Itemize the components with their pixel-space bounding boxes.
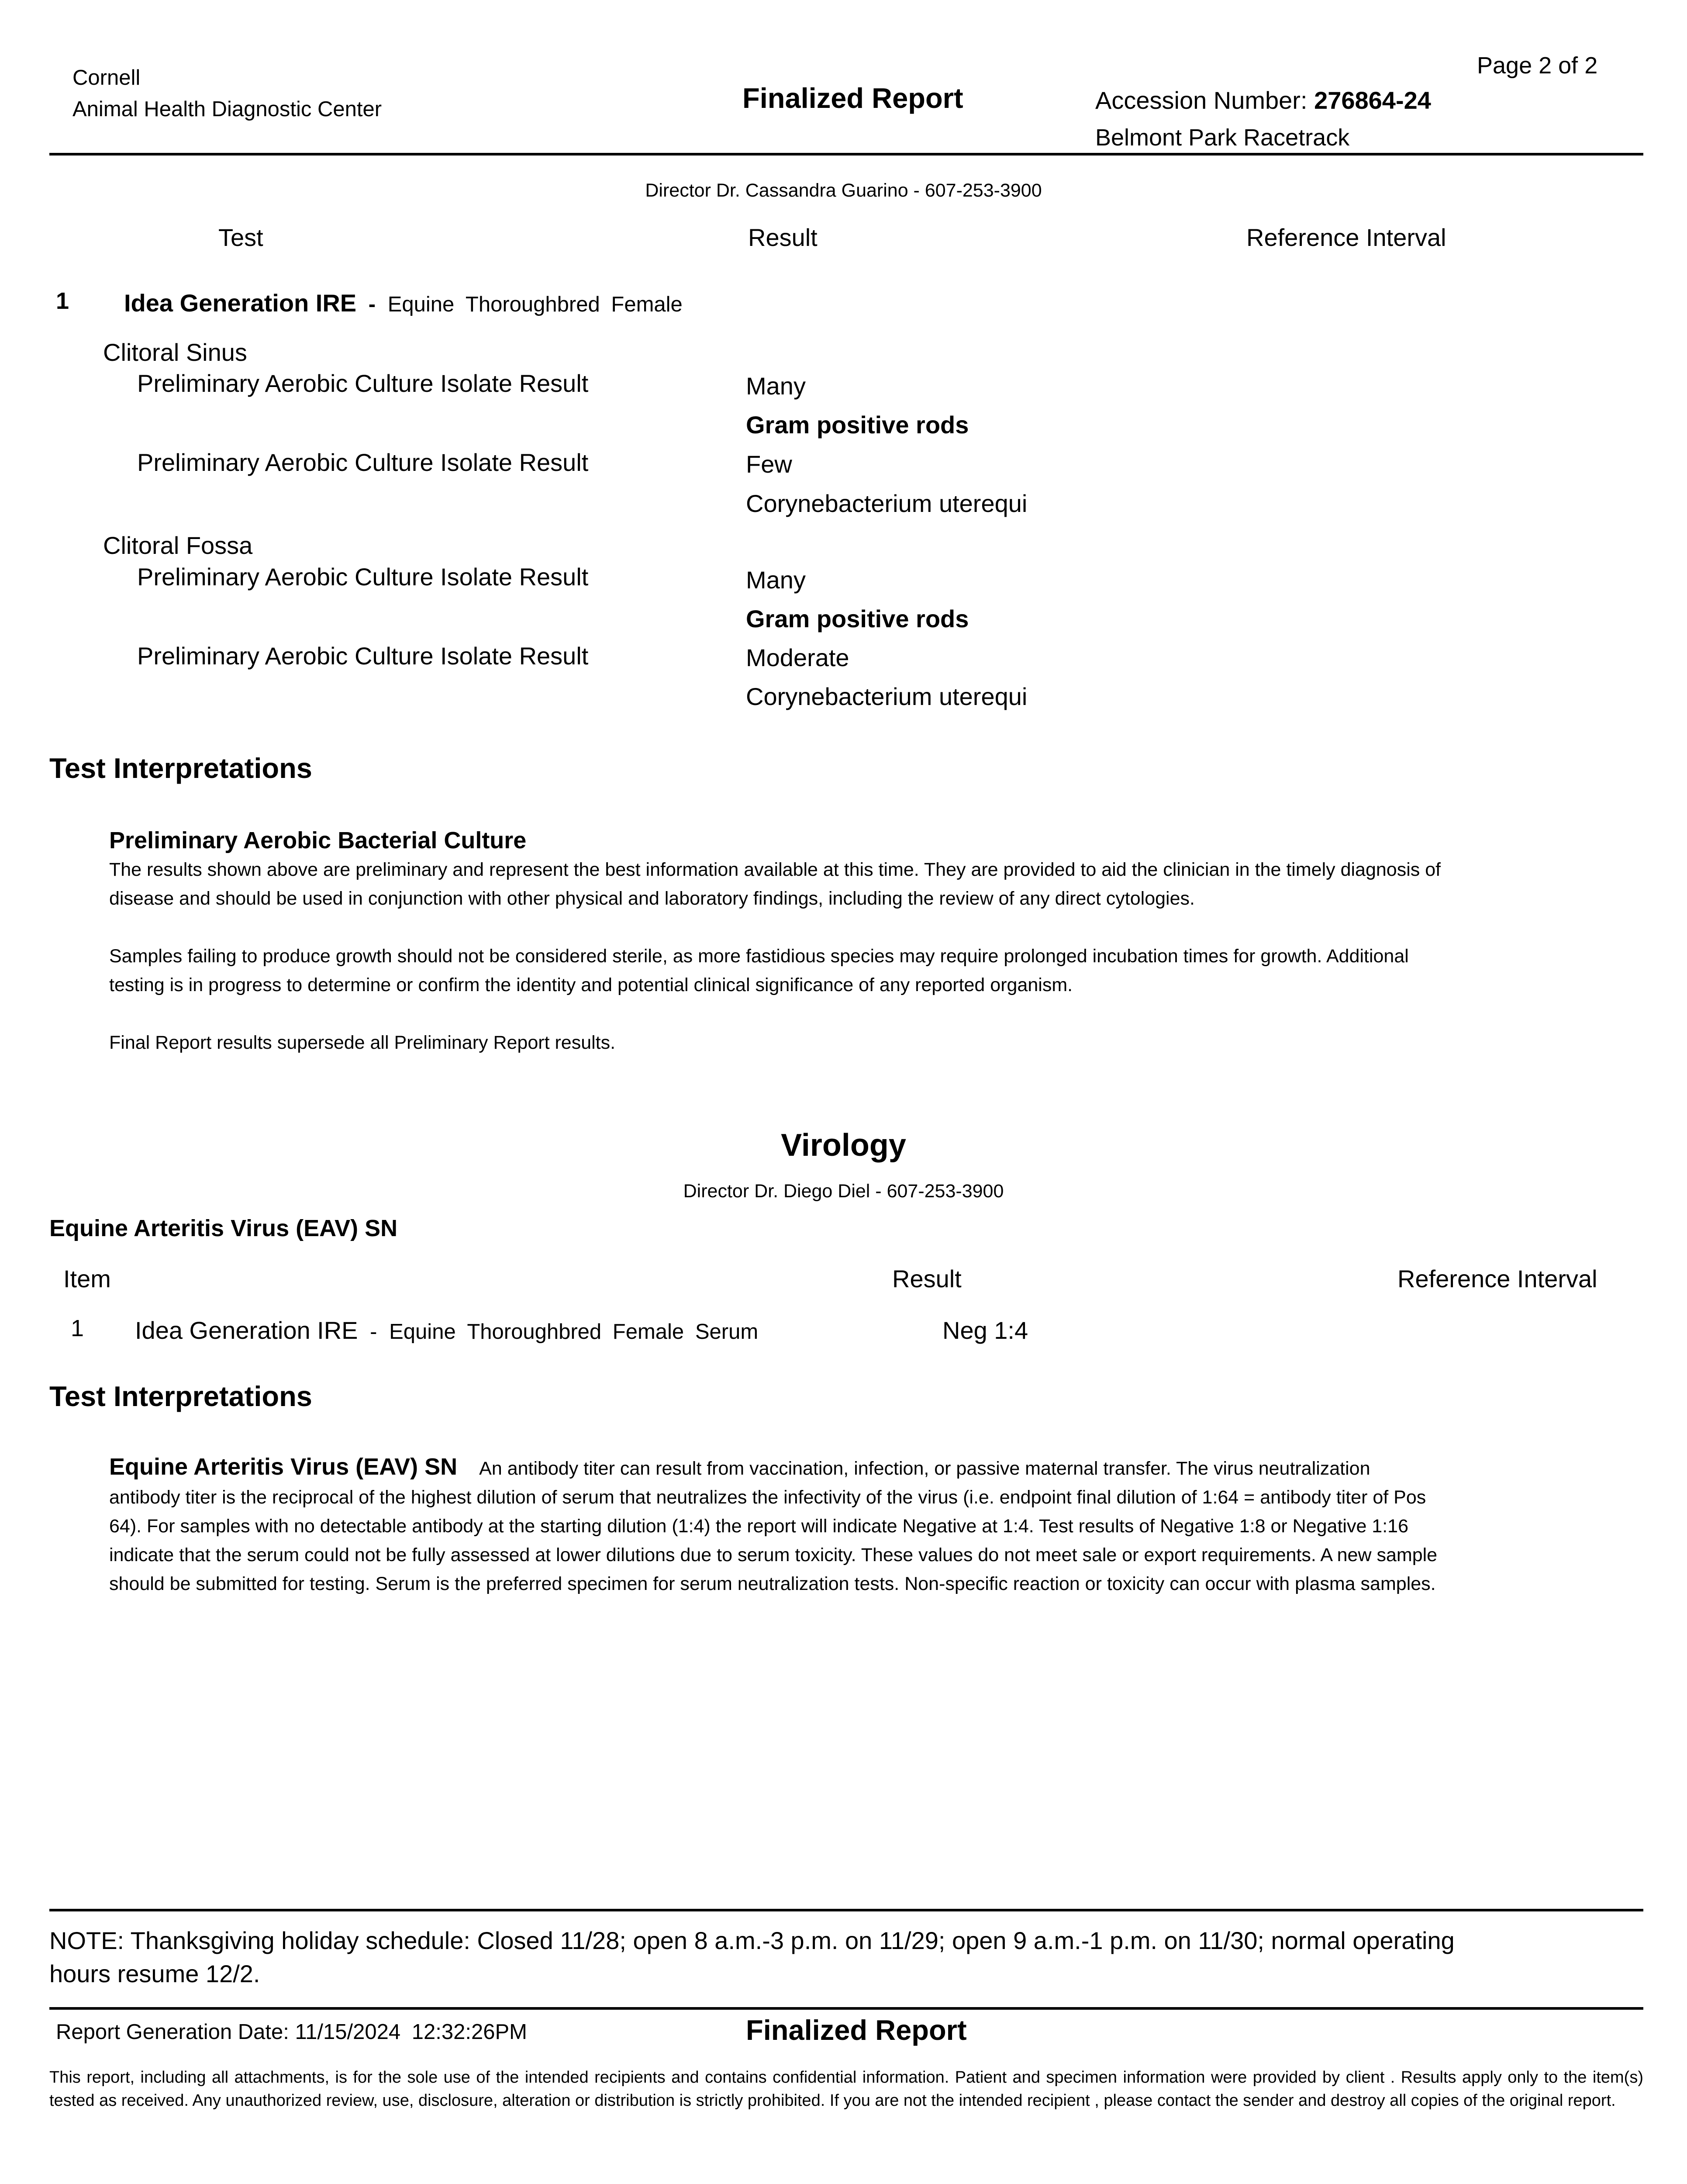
column-header-result: Result (892, 1265, 962, 1292)
column-header-test: Test (218, 224, 263, 251)
column-header-reference: Reference Interval (1397, 1265, 1597, 1292)
site-name: Clitoral Fossa (103, 532, 253, 559)
interpretation-paragraph: Final Report results supersede all Preliminary Report results. (109, 1032, 616, 1053)
accession-label: Accession Number: (1095, 86, 1308, 114)
interpretation-title: Preliminary Aerobic Bacterial Culture (109, 827, 527, 854)
bacteriology-director: Director Dr. Cassandra Guarino - 607-253-3900 (645, 180, 1042, 201)
item-sex: Female (611, 293, 683, 316)
interpretation-text: An antibody titer can result from vaccination, infection, or passive maternal transfer. The virus neutralization antibody titer is the reciprocal of the highest dilution of serum that neutralizes the infectivity of the virus (i.e. endpoint final dilution of 1:64 = antibody titer of Pos 64). For samples with no detectable antibody at the starting dilution (1:4) the report will indicate Negative at 1:4. Test results of Negative 1:8 or Negative 1:16 indicate that the serum could not be fully assessed at lower dilutions due to serum toxicity. These values do not meet sale or export requirements. A new sample should be submitted for testing. Serum is the preferred specimen for serum neutralization tests. Non-specific reaction or toxicity can occur with plasma samples. (109, 1458, 1438, 1594)
virology-director: Director Dr. Diego Diel - 607-253-3900 (683, 1181, 1004, 1202)
item-name: Idea Generation IRE (124, 289, 357, 317)
column-header-item: Item (63, 1265, 111, 1292)
org-subtitle: Animal Health Diagnostic Center (72, 97, 382, 121)
generation-date: 11/15/2024 (295, 2020, 401, 2044)
interpretations-heading: Test Interpretations (49, 752, 312, 784)
result-amount: Many (746, 566, 806, 594)
virology-row (0, 1315, 1687, 1350)
row-specimen: Serum (695, 1320, 759, 1344)
generation-time: 12:32:26PM (411, 2020, 527, 2044)
footer-report-title: Finalized Report (746, 2014, 967, 2046)
item-species: Equine (387, 293, 455, 316)
report-generation (56, 2020, 527, 2044)
row-sex: Female (612, 1320, 684, 1344)
row-result: Neg 1:4 (942, 1317, 1028, 1344)
virology-interpretation (109, 1452, 1441, 1598)
result-organism: Corynebacterium uterequi (746, 490, 1028, 517)
result-amount: Moderate (746, 644, 849, 671)
page-indicator: Page 2 of 2 (1477, 52, 1598, 79)
interpretation-body (109, 855, 1463, 1086)
item-number: 1 (56, 288, 69, 314)
test-label: Preliminary Aerobic Culture Isolate Result (137, 563, 589, 591)
virology-test-name: Equine Arteritis Virus (EAV) SN (49, 1215, 398, 1241)
row-number: 1 (71, 1315, 84, 1341)
footer-divider-top (49, 1909, 1643, 1911)
item-breed: Thoroughbred (465, 293, 600, 316)
generation-label: Report Generation Date: (56, 2020, 289, 2044)
result-amount: Few (746, 450, 792, 478)
result-organism: Gram positive rods (746, 605, 969, 632)
row-separator: - (370, 1320, 377, 1344)
site-name: Clitoral Sinus (103, 339, 247, 366)
result-amount: Many (746, 372, 806, 400)
org-name: Cornell (72, 66, 141, 90)
interpretations-heading: Test Interpretations (49, 1380, 312, 1412)
column-header-result: Result (748, 224, 818, 251)
accession-number (1095, 86, 1431, 114)
test-label: Preliminary Aerobic Culture Isolate Result (137, 370, 589, 397)
item-separator: - (368, 293, 376, 316)
accession-value: 276864-24 (1314, 86, 1431, 114)
holiday-note: NOTE: Thanksgiving holiday schedule: Closed 11/28; open 8 a.m.-3 p.m. on 11/29; open 9 a.m.-1 p.m. on 11/30; normal operating hours resume 12/2. (49, 1927, 1455, 1987)
header-divider (49, 153, 1643, 156)
test-label: Preliminary Aerobic Culture Isolate Result (137, 642, 589, 670)
row-species: Equine (389, 1320, 456, 1344)
result-organism: Corynebacterium uterequi (746, 683, 1028, 710)
confidentiality-disclaimer: This report, including all attachments, is for the sole use of the intended recipients and contains confidential information. Patient and specimen information were provided by client . Results apply only to the item(s) tested as received. Any unauthorized review, use, disclosure, alteration or distribution is strictly prohibited. If you are not the intended recipient , please contact the sender and destroy all copies of the original report. (49, 2068, 1643, 2110)
interpretation-paragraph: Samples failing to produce growth should not be considered sterile, as more fastidious species may require prolonged incubation times for growth. Additional testing is in progress to determine or confirm the identity and potential clinical significance of any reported organism. (109, 946, 1409, 995)
item-description (124, 289, 683, 317)
interpretation-paragraph: The results shown above are preliminary and represent the best information available at this time. They are provided to aid the clinician in the timely diagnosis of disease and should be used in conjunction with other physical and laboratory findings, including the review of any direct cytologies. (109, 859, 1441, 909)
virology-heading: Virology (781, 1128, 906, 1163)
client-name: Belmont Park Racetrack (1095, 124, 1350, 151)
result-organism: Gram positive rods (746, 411, 969, 439)
footer-divider-bottom (49, 2007, 1643, 2010)
column-header-reference: Reference Interval (1246, 224, 1446, 251)
test-label: Preliminary Aerobic Culture Isolate Result (137, 449, 589, 476)
row-breed: Thoroughbred (467, 1320, 602, 1344)
interpretation-title: Equine Arteritis Virus (EAV) SN (109, 1454, 458, 1480)
report-title: Finalized Report (742, 82, 963, 114)
row-name: Idea Generation IRE (135, 1317, 358, 1344)
row-description (135, 1317, 758, 1344)
